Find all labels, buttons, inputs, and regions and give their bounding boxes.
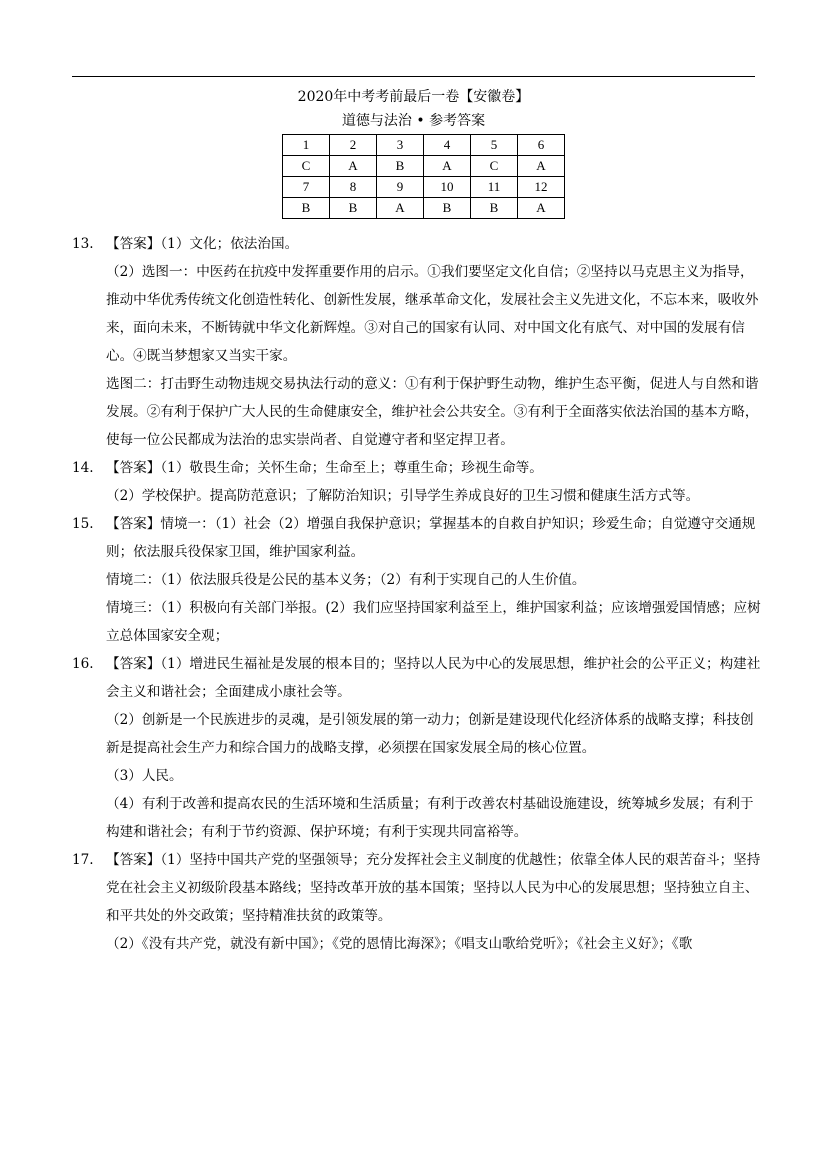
answer-table-cell: A (518, 198, 565, 219)
answer-first-line: 【答案】（1）文化；依法治国。 (106, 236, 299, 252)
answer-table-cell: B (283, 198, 330, 219)
question-block (72, 650, 762, 846)
answer-table-row (283, 156, 565, 177)
answer-paragraph: （2）《没有共产党，就没有新中国》；《党的恩情比海深》；《唱支山歌给党听》；《社会主义好》；《歌 (106, 936, 693, 952)
answer-table-cell: 12 (518, 177, 565, 198)
question-block (72, 230, 762, 454)
answer-table-cell: 3 (377, 135, 424, 156)
answer-table-cell: A (330, 156, 377, 177)
answer-table-cell: 9 (377, 177, 424, 198)
answer-content (72, 230, 762, 958)
question-number: 17. (72, 852, 94, 868)
answer-table-cell: A (424, 156, 471, 177)
answer-first-line: 【答案】情境一：（1）社会（2）增强自我保护意识；掌握基本的自救自护知识；珍爱生命；自觉遵守交通规则；依法服兵役保家卫国，维护国家利益。 (106, 516, 756, 560)
header-rule (72, 76, 755, 77)
answer-paragraph: （2）选图一：中医药在抗疫中发挥重要作用的启示。①我们要坚定文化自信；②坚持以马克思主义为指导，推动中华优秀传统文化创造性转化、创新性发展，继承革命文化，发展社会主义先进文化，不忘本来，吸收外来，面向未来，不断铸就中华文化新辉煌。③对自己的国家有认同、对中国文化有底气、对中国的发展有信心。④既当梦想家又当实干家。 (106, 264, 759, 364)
question-number: 14. (72, 460, 94, 476)
answer-paragraph: 选图二：打击野生动物违规交易执法行动的意义：①有利于保护野生动物，维护生态平衡，促进人与自然和谐发展。②有利于保护广大人民的生命健康安全，维护社会公共安全。③有利于全面落实依法治国的基本方略，使每一位公民都成为法治的忠实崇尚者、自觉遵守者和坚定捍卫者。 (106, 376, 759, 448)
answer-paragraph: （2）学校保护。提高防范意识；了解防治知识；引导学生养成良好的卫生习惯和健康生活方式等。 (106, 488, 700, 504)
answer-paragraph: （3）人民。 (106, 768, 183, 784)
answer-paragraph: 情境三：（1）积极向有关部门举报。(2）我们应坚持国家利益至上，维护国家利益；应该增强爱国情感；应树立总体国家安全观； (106, 600, 761, 644)
question-number: 13. (72, 236, 94, 252)
answer-first-line: 【答案】（1）敬畏生命；关怀生命；生命至上；尊重生命；珍视生命等。 (106, 460, 543, 476)
page-subtitle: 道德与法治 • 参考答案 (341, 113, 486, 129)
answer-paragraph: （2）创新是一个民族进步的灵魂，是引领发展的第一动力；创新是建设现代化经济体系的战略支撑；科技创新是提高社会生产力和综合国力的战略支撑，必须摆在国家发展全局的核心位置。 (106, 712, 754, 756)
answer-table-cell: C (283, 156, 330, 177)
answer-table-cell: 1 (283, 135, 330, 156)
answer-table-cell: 5 (471, 135, 518, 156)
question-block (72, 454, 762, 510)
answer-table-cell: A (518, 156, 565, 177)
answer-table-cell: 6 (518, 135, 565, 156)
answer-table-cell: 10 (424, 177, 471, 198)
answer-table-cell: 11 (471, 177, 518, 198)
question-block (72, 510, 762, 650)
answer-table-row (283, 177, 565, 198)
question-block (72, 846, 762, 958)
answer-table-cell: C (471, 156, 518, 177)
answer-table-row (283, 198, 565, 219)
answer-table (282, 134, 565, 219)
answer-table-cell: 2 (330, 135, 377, 156)
answer-table-cell: 4 (424, 135, 471, 156)
answer-table-cell: B (471, 198, 518, 219)
answer-first-line: 【答案】（1）坚持中国共产党的坚强领导；充分发挥社会主义制度的优越性；依靠全体人民的艰苦奋斗；坚持党在社会主义初级阶段基本路线；坚持改革开放的基本国策；坚持以人民为中心的发展思想；坚持独立自主、和平共处的外交政策；坚持精准扶贫的政策等。 (106, 852, 761, 924)
answer-table-cell: B (424, 198, 471, 219)
answer-table-row (283, 135, 565, 156)
answer-table-cell: 8 (330, 177, 377, 198)
answer-table-cell: 7 (283, 177, 330, 198)
answer-paragraph: （4）有利于改善和提高农民的生活环境和生活质量；有利于改善农村基础设施建设，统筹城乡发展；有利于构建和谐社会；有利于节约资源、保护环境；有利于实现共同富裕等。 (106, 796, 754, 840)
answer-table-cell: B (330, 198, 377, 219)
answer-table-cell: B (377, 156, 424, 177)
answer-paragraph: 情境二：（1）依法服兵役是公民的基本义务；（2）有利于实现自己的人生价值。 (106, 572, 586, 588)
question-number: 16. (72, 656, 94, 672)
answer-first-line: 【答案】（1）增进民生福祉是发展的根本目的；坚持以人民为中心的发展思想，维护社会的公平正义；构建社会主义和谐社会；全面建成小康社会等。 (106, 656, 761, 700)
page-title: 2020年中考考前最后一卷【安徽卷】 (297, 89, 530, 105)
answer-table-cell: A (377, 198, 424, 219)
question-number: 15. (72, 516, 94, 532)
